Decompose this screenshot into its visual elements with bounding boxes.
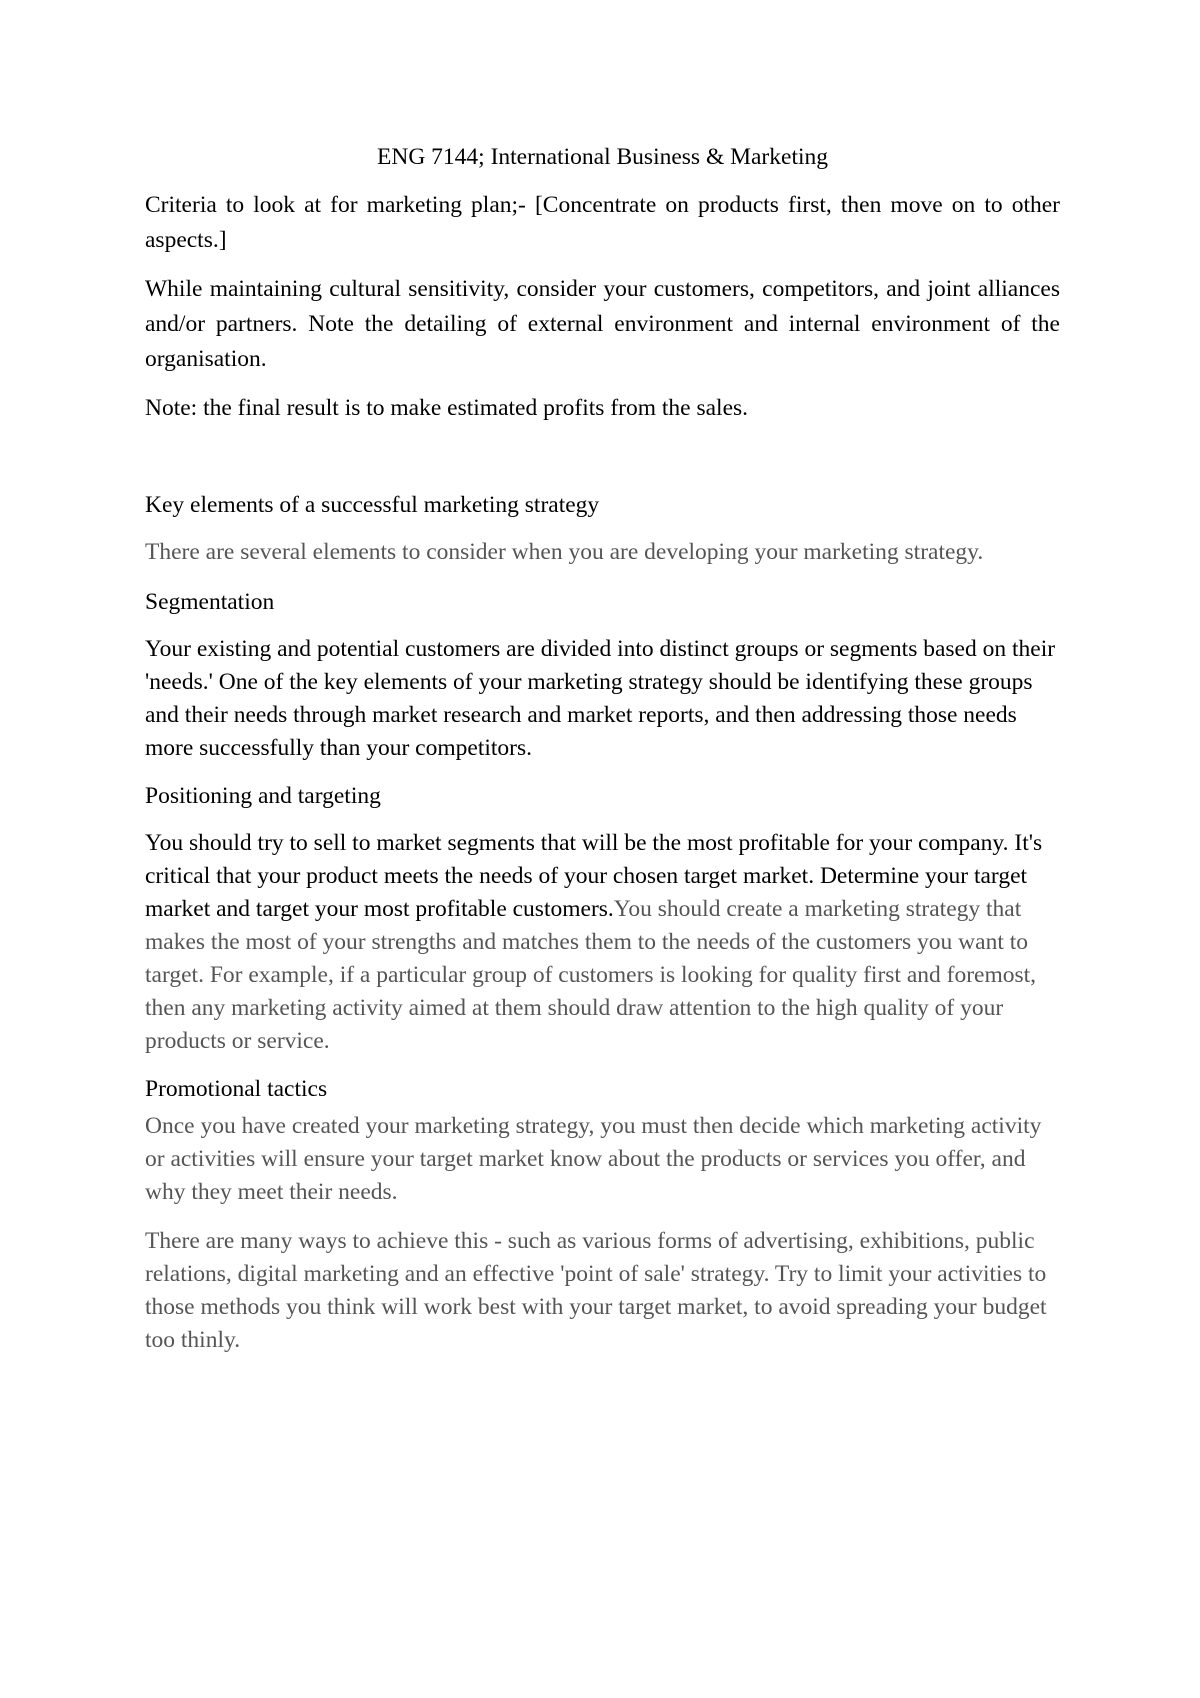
section-spacer (145, 440, 1060, 488)
positioning-text (145, 827, 1060, 1058)
positioning-text-black: You should try to sell to market segments that will be the most profitable for your company. It's critical that your product meets the needs of your chosen target market. Determine your target market and target your most profitable customers. (145, 830, 1043, 922)
promotional-text-1: Once you have created your marketing strategy, you must then decide which marketing activity or activities will ensure your target market know about the products or services you offer, and why they meet their needs. (145, 1113, 1042, 1205)
key-elements-text: There are several elements to consider when you are developing your marketing strategy. (145, 539, 984, 565)
positioning-heading: Positioning and targeting (145, 783, 381, 809)
promotional-text-2: There are many ways to achieve this - such as various forms of advertising, exhibitions, public relations, digital marketing and an effective 'point of sale' strategy. Try to limit your activities to those methods you think will work best with your target market, to avoid spreading your budget too thinly. (145, 1228, 1047, 1353)
document-content (145, 140, 1060, 1373)
segmentation-text: Your existing and potential customers are divided into distinct groups or segments based on their 'needs.' One of the key elements of your marketing strategy should be identifying these groups and their needs through market research and market reports, and then addressing those needs more successfully than your competitors. (145, 636, 1056, 761)
segmentation-heading: Segmentation (145, 589, 275, 615)
document-title: ENG 7144; International Business & Marketing (377, 144, 828, 170)
key-elements-heading: Key elements of a successful marketing strategy (145, 492, 600, 518)
promotional-heading: Promotional tactics (145, 1076, 328, 1102)
cultural-sensitivity-paragraph: While maintaining cultural sensitivity, consider your customers, competitors, and joint alliances and/or partners. Note the detailing of external environment and internal environment of the organisation. (145, 276, 1060, 372)
criteria-paragraph: Criteria to look at for marketing plan;- [Concentrate on products first, then move on to other aspects.] (145, 192, 1060, 253)
note-paragraph: Note: the final result is to make estimated profits from the sales. (145, 395, 749, 421)
positioning-text-gray: You should create a marketing strategy that makes the most of your strengths and matches them to the needs of the customers you want to target. For example, if a particular group of customers is looking for quality first and foremost, then any marketing activity aimed at them should draw attention to the high quality of your products or service. (145, 896, 1037, 1054)
